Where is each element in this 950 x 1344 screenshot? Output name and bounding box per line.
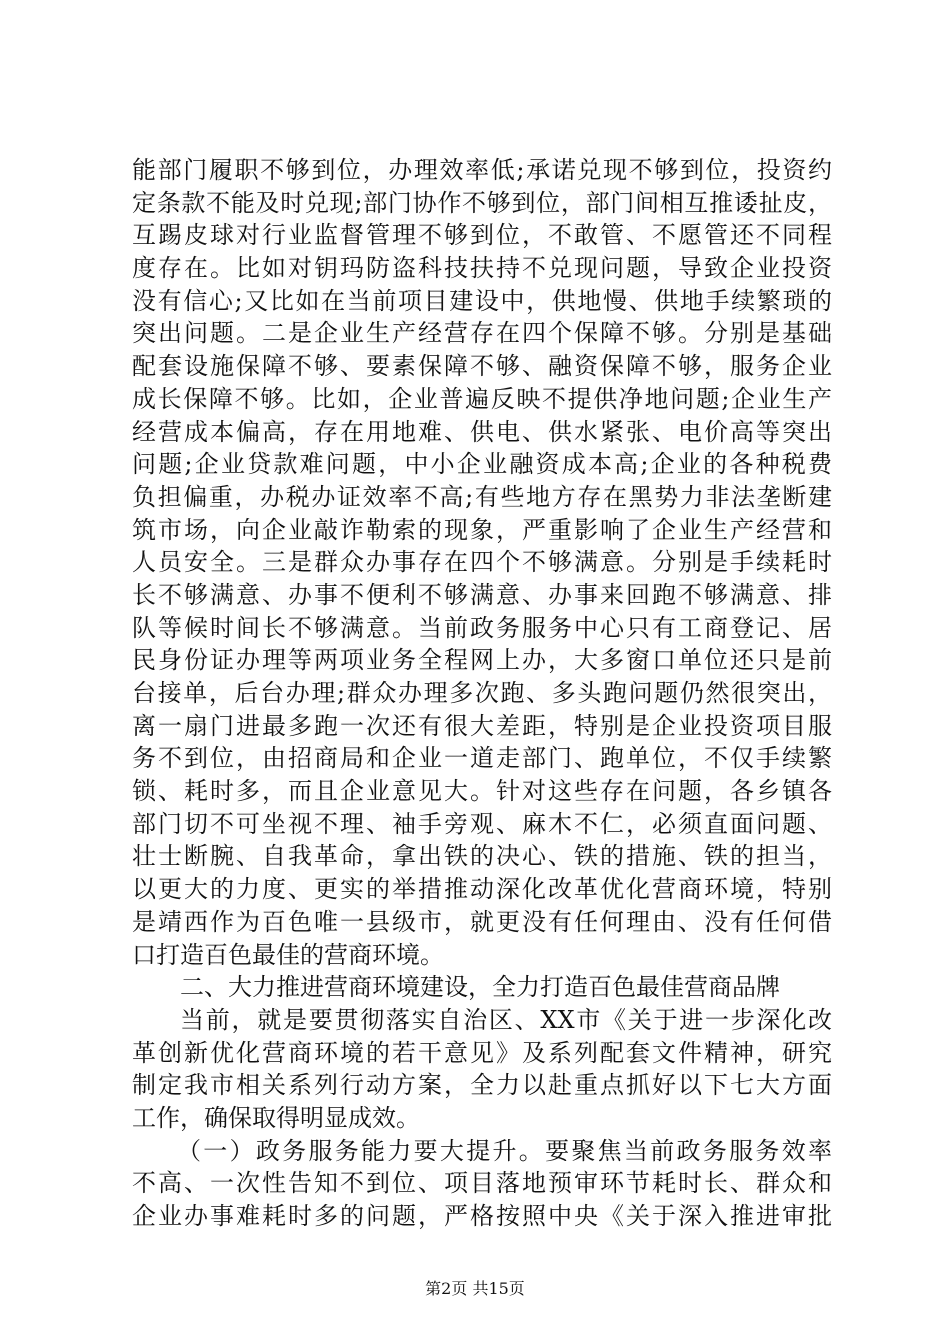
- text-line: 队等候时间长不够满意。当前政务服务中心只有工商登记、居: [132, 613, 832, 642]
- text-line: （一）政务服务能力要大提升。要聚焦当前政务服务效率: [177, 1136, 832, 1165]
- text-line: 定条款不能及时兑现;部门协作不够到位，部门间相互推诿扯皮，: [132, 188, 832, 217]
- text-line: 经营成本偏高，存在用地难、供电、供水紧张、电价高等突出: [132, 417, 832, 446]
- text-line: 没有信心;又比如在当前项目建设中，供地慢、供地手续繁琐的: [132, 286, 832, 315]
- text-line: 制定我市相关系列行动方案，全力以赴重点抓好以下七大方面: [132, 1071, 832, 1100]
- page-footer: 第2页 共15页: [425, 1279, 525, 1298]
- text-line: 口打造百色最佳的营商环境。: [132, 940, 444, 969]
- text-line: 锁、耗时多，而且企业意见大。针对这些存在问题，各乡镇各: [132, 777, 832, 806]
- document-body: [132, 154, 832, 1233]
- text-line: 配套设施保障不够、要素保障不够、融资保障不够，服务企业: [132, 352, 832, 381]
- text-line: 筑市场，向企业敲诈勒索的现象，严重影响了企业生产经营和: [132, 515, 832, 544]
- text-line: 以更大的力度、更实的举措推动深化改革优化营商环境，特别: [132, 875, 832, 904]
- text-line: 离一扇门进最多跑一次还有很大差距，特别是企业投资项目服: [132, 711, 832, 740]
- text-line: 当前，就是要贯彻落实自治区、XX市《关于进一步深化改: [180, 1005, 832, 1034]
- text-line: 壮士断腕、自我革命，拿出铁的决心、铁的措施、铁的担当，: [132, 842, 832, 871]
- text-line: 台接单，后台办理;群众办理多次跑、多头跑问题仍然很突出，: [132, 679, 832, 707]
- text-line: 突出问题。二是企业生产经营存在四个保障不够。分别是基础: [132, 319, 832, 348]
- text-line: 二、大力推进营商环境建设，全力打造百色最佳营商品牌: [180, 973, 780, 1002]
- text-line: 民身份证办理等两项业务全程网上办，大多窗口单位还只是前: [132, 646, 832, 675]
- text-line: 不高、一次性告知不到位、项目落地预审环节耗时长、群众和: [132, 1169, 832, 1198]
- text-line: 长不够满意、办事不便利不够满意、办事来回跑不够满意、排: [132, 580, 832, 609]
- text-line: 部门切不可坐视不理、袖手旁观、麻木不仁，必须直面问题、: [132, 809, 832, 838]
- text-line: 务不到位，由招商局和企业一道走部门、跑单位，不仅手续繁: [132, 744, 832, 773]
- text-line: 是靖西作为百色唯一县级市，就更没有任何理由、没有任何借: [132, 907, 832, 936]
- text-line: 能部门履职不够到位，办理效率低;承诺兑现不够到位，投资约: [132, 156, 832, 184]
- text-line: 革创新优化营商环境的若干意见》及系列配套文件精神，研究: [132, 1038, 832, 1067]
- text-line: 成长保障不够。比如，企业普遍反映不提供净地问题;企业生产: [132, 384, 832, 413]
- text-line: 企业办事难耗时多的问题，严格按照中央《关于深入推进审批: [132, 1202, 832, 1230]
- text-line: 问题;企业贷款难问题，中小企业融资成本高;企业的各种税费: [132, 450, 832, 479]
- text-line: 负担偏重，办税办证效率不高;有些地方存在黑势力非法垄断建: [132, 482, 832, 511]
- text-line: 工作，确保取得明显成效。: [132, 1103, 420, 1132]
- text-line: 度存在。比如对钥玛防盗科技扶持不兑现问题，导致企业投资: [132, 254, 832, 283]
- text-line: 互踢皮球对行业监督管理不够到位，不敢管、不愿管还不同程: [132, 221, 832, 250]
- text-line: 人员安全。三是群众办事存在四个不够满意。分别是手续耗时: [132, 548, 832, 577]
